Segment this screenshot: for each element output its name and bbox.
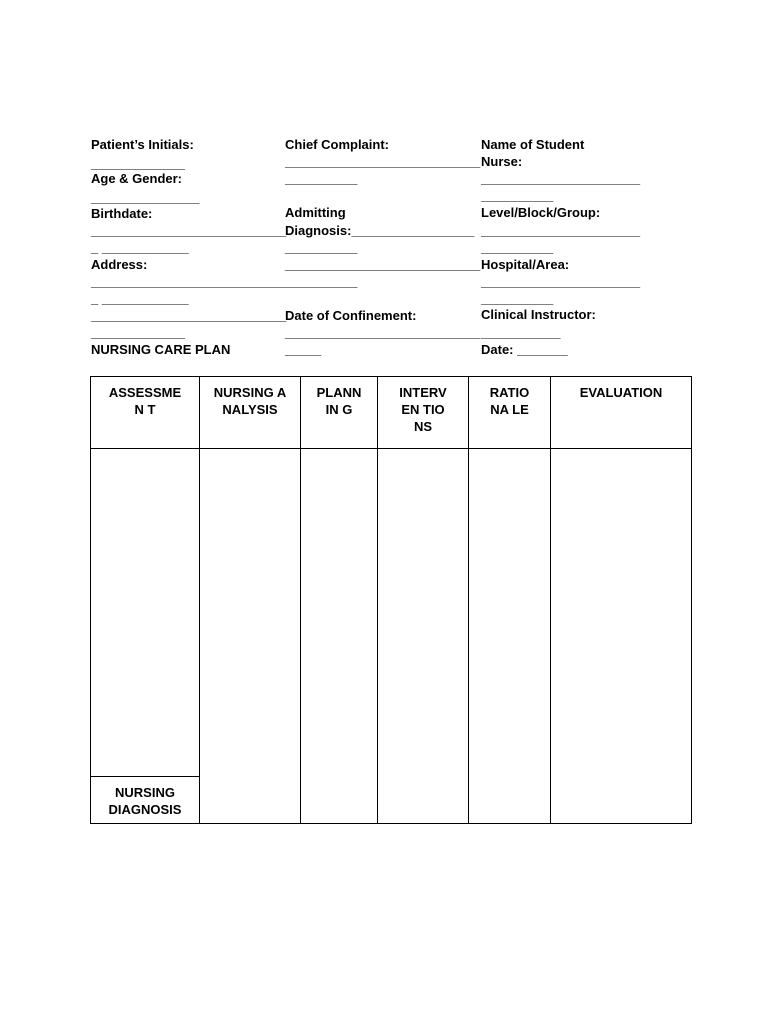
clinical-instructor-label: Clinical Instructor: [481, 307, 596, 322]
level-block-group-blank-2[interactable]: __________ [481, 240, 554, 255]
table-header-row [91, 377, 692, 449]
hospital-area-blank-1[interactable]: ______________________ [481, 274, 641, 289]
student-nurse-blank-1[interactable]: ______________________ [481, 171, 641, 186]
nursing-diagnosis-label: NURSING DIAGNOSIS [108, 785, 182, 817]
interventions-header [378, 377, 469, 449]
nursing-analysis-header [200, 377, 301, 449]
admitting-diagnosis-blank-2[interactable]: __________ [285, 240, 358, 255]
care-plan-table [90, 376, 692, 824]
chief-complaint-blank-2[interactable]: __________ [285, 171, 358, 186]
birthdate-blank-2[interactable]: _ ____________ [91, 240, 189, 255]
age-gender-label: Age & Gender: [91, 171, 183, 186]
date-field[interactable]: Date: _______ [481, 342, 568, 357]
address-blank-1[interactable]: ___________________________ [91, 274, 287, 289]
age-gender-blank[interactable]: _______________ [91, 190, 200, 205]
address-blank-2[interactable]: _ ____________ [91, 291, 189, 306]
planning-cell[interactable] [301, 449, 378, 824]
nursing-diagnosis-box[interactable] [91, 776, 199, 823]
interventions-cell[interactable] [378, 449, 469, 824]
date-of-confinement-blank-1[interactable]: ___________________________ [285, 325, 481, 340]
level-block-group-label: Level/Block/Group: [481, 205, 601, 220]
chief-complaint-label: Chief Complaint: [285, 137, 389, 152]
planning-header-label: PLANN IN G [316, 385, 362, 417]
table-row [91, 449, 692, 824]
admitting-diagnosis-field[interactable]: Diagnosis:_________________ [285, 223, 475, 238]
chief-complaint-blank-1[interactable]: ___________________________ [285, 154, 481, 169]
address-blank-4[interactable]: _____________ [91, 325, 185, 340]
evaluation-header [551, 377, 692, 449]
nursing-analysis-cell[interactable] [200, 449, 301, 824]
birthdate-blank-1[interactable]: ___________________________ [91, 223, 287, 238]
hospital-area-label: Hospital/Area: [481, 257, 570, 272]
student-nurse-label-2: Nurse: [481, 154, 523, 169]
address-label: Address: [91, 257, 148, 272]
date-of-confinement-label: Date of Confinement: [285, 308, 417, 323]
assessment-header [91, 377, 200, 449]
date-of-confinement-blank-2[interactable]: _____ [285, 342, 322, 357]
birthdate-label: Birthdate: [91, 206, 153, 221]
nursing-care-plan-title: NURSING CARE PLAN [91, 342, 231, 357]
student-nurse-label-1: Name of Student [481, 137, 585, 152]
admitting-diagnosis-blank-3[interactable]: ___________________________ [285, 257, 481, 272]
planning-header [301, 377, 378, 449]
assessment-header-label: ASSESSME N T [108, 385, 182, 417]
rationale-cell[interactable] [469, 449, 551, 824]
address-blank-3[interactable]: ___________________________ [91, 308, 287, 323]
level-block-group-blank-1[interactable]: ______________________ [481, 223, 641, 238]
hospital-area-blank-2[interactable]: __________ [481, 291, 554, 306]
nursing-analysis-header-label: NURSING ANALYSIS [213, 385, 287, 417]
assessment-cell[interactable] [91, 449, 200, 824]
interventions-header-label: INTERV EN TIONS [399, 385, 447, 434]
patient-initials-label: Patient’s Initials: [91, 137, 194, 152]
evaluation-cell[interactable] [551, 449, 692, 824]
clinical-instructor-blank[interactable]: ___________ [481, 325, 561, 340]
patient-initials-blank[interactable]: _____________ [91, 156, 185, 171]
admitting-diagnosis-blank-4[interactable]: __________ [285, 274, 358, 289]
evaluation-header-label: EVALUATION [579, 385, 663, 400]
rationale-header [469, 377, 551, 449]
rationale-header-label: RATIO NA LE [489, 385, 530, 417]
student-nurse-blank-2[interactable]: __________ [481, 188, 554, 203]
admitting-label: Admitting [285, 205, 346, 220]
